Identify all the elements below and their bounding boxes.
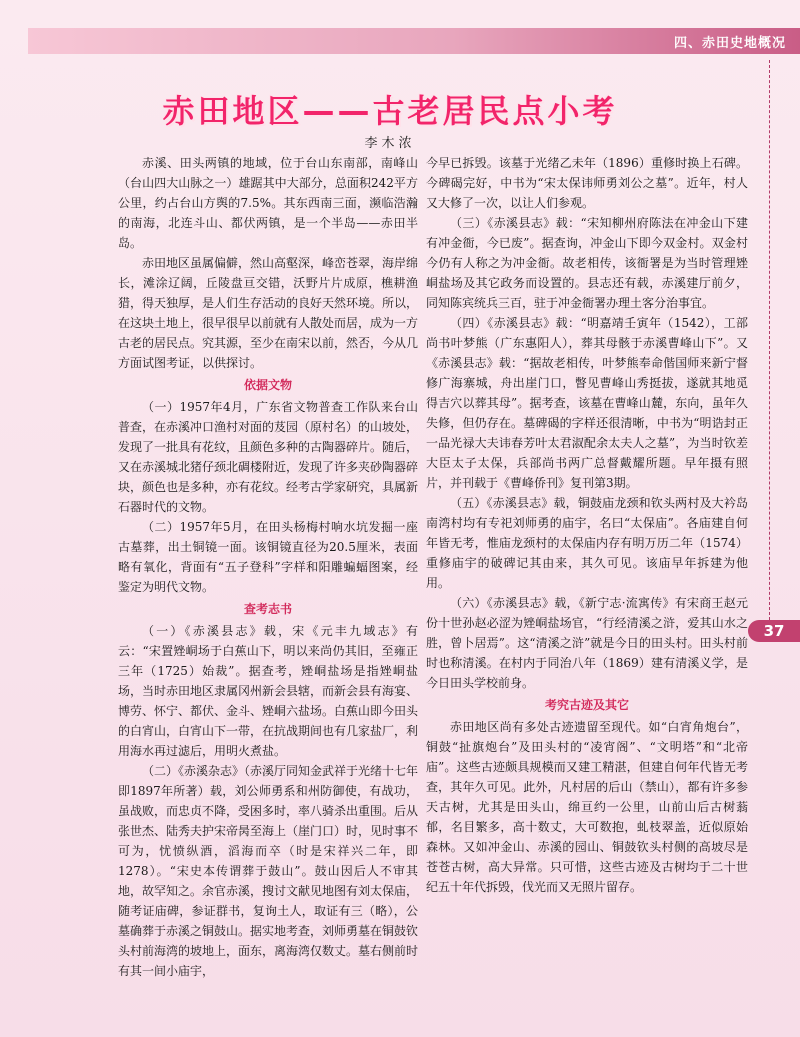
margin-dashed-line (769, 60, 770, 620)
section-heading: 查考志书 (243, 602, 292, 616)
article-author: 李木浓 (364, 136, 416, 151)
page-number: 37 (748, 620, 800, 642)
paragraph: 赤田地区尚有多处古迹遗留至现代。如“白宵角炮台”，铜鼓“扯旗炮台”及田头村的“凌宵阁”、“文明塔”和“北帝庙”。这些古迹颇具规模而又建工精湛，但建自何年代皆无考查，其年久可见。此外，凡村居的后山（禁山），都有许多参天古树，尤其是田头山，绵亘约一公里，山前山后古树蓊郁，名目繁多，高十数丈，大可数抱，虬枝翠盖，近似原始森林。又如冲金山、赤溪的园山、铜鼓钦头村侧的高坡尽是苍苍古树，高大异常。只可惜，这些古迹及古树均于二十世纪五十年代拆毁，伐光而又无照片留存。 (426, 720, 748, 894)
paragraph: （二）1957年5月，在田头杨梅村响水坑发掘一座古墓葬，出土铜镜一面。该铜镜直径为20.5厘米，表面略有氧化，背面有“五子登科”字样和阳雕蝙蝠图案，经鉴定为明代文物。 (118, 520, 418, 594)
paragraph: （五）《赤溪县志》载，铜鼓庙龙颈和钦头两村及大衿岛南湾村均有专祀刘师勇的庙宇，名曰“太保庙”。各庙建自何年皆无考，惟庙龙颈村的太保庙内存有明万历二年（1574）重修庙宇的破碑记其由来，其久可见。该庙早年拆建为他用。 (426, 496, 748, 590)
section-heading: 考究古迹及其它 (544, 698, 629, 712)
paragraph: （一）《赤溪县志》载，宋《元丰九域志》有云：“宋置矬峒场于白蕉山下，明以来尚仍其旧，至雍正三年（1725）始裁”。据查考，矬峒盐场是指矬峒盐场，当时赤田地区隶属冈州新会县辖，而新会县有海宴、博劳、怀宁、都伏、金斗、矬峒六盐场。白蕉山即今田头的白宵山，白宵山下一带，在抗战期间也有几家盐厂，利用海水再过滤后，用明火煮盐。 (118, 624, 419, 758)
article-title: 赤田地区——古老居民点小考 (162, 92, 618, 130)
paragraph: （二）《赤溪杂志》（赤溪厅同知金武祥于光绪十七年即1897年所著）载，刘公师勇系和州防御使，有战功，虽战败，而忠贞不降，受困多时，率八骑杀出重围。后从张世杰、陆秀夫护宋帝昺至海上（崖门口）时，见时事不可为，忧愤纵酒，滔海而卒（时是宋祥兴二年，即1278）。“宋史本传谓葬于鼓山”。鼓山因后人不审其地，故罕知之。余官赤溪，搜讨文献见地图有刘太保庙，随考证庙碑，参证群书，复询土人，取证有三（略），公墓确葬于赤溪之铜鼓山。据实地考查，刘师勇墓在铜鼓钦头村前海湾的坡地上，面东，离海湾仅数丈。墓右侧前时有其一间小庙宇， (118, 764, 419, 978)
paragraph: 赤溪、田头两镇的地域，位于台山东南部，南峰山（台山四大山脉之一）雄踞其中大部分，总面积242平方公里，约占台山方舆的7.5%。其东西南三面，濒临浩瀚的南海，北连斗山、都伏两镇，是一个半岛——赤田半岛。 (118, 156, 418, 250)
section-heading: 依据文物 (243, 378, 292, 392)
left-column (118, 153, 418, 981)
paragraph: （六）《赤溪县志》载，《新宁志·流寓传》有宋商王赵元份十世孙赵必涩为矬峒盐场官，“行经清溪之浒，爱其山水之胜，曾卜居焉”。这“清溪之浒”就是今日的田头村。田头村前时也称清溪。在村内于同治八年（1869）建有清溪义学，是今日田头学校前身。 (426, 596, 748, 690)
paragraph: 今早已拆毁。该墓于光绪乙未年（1896）重修时换上石碑。今碑碣完好，中书为“宋太保讳师勇刘公之墓”。近年，村人又大修了一次，以让人们参观。 (426, 156, 748, 210)
paragraph: （三）《赤溪县志》载：“宋知柳州府陈法在冲金山下建有冲金衙，今已废”。据查询，冲金山下即今双金村。双金村今仍有人称之为冲金衙。故老相传，该衙署是为当时管理矬峒盐场及其它政务而设置的。县志还有载，赤溪建厅前夕，同知陈宾统兵三百，驻于冲金衙署办理土客分治事宜。 (426, 216, 748, 310)
paragraph: （一）1957年4月，广东省文物普查工作队来台山普查，在赤溪冲口渔村对面的芨园（原村名）的山坡处，发现了一批具有花纹，且颜色多种的古陶器碎片。随后，又在赤溪城北猪仔颈北碉楼附近，发现了许多夹砂陶器碎块，颜色也是多种，亦有花纹。经考古学家研究，具属新石器时代的文物。 (118, 400, 419, 514)
paragraph: 赤田地区虽属偏僻，然山高壑深，峰峦苍翠，海岸绵长，滩涂辽阔，丘陵盘亘交错，沃野片片成原，樵耕渔猎，得天独厚，是人们生存活动的良好天然环境。所以，在这块土地上，很早很早以前就有人散处而居，成为一方古老的居民点。究其源，至少在南宋以前，然否，今从几方面试图考证，以供探讨。 (118, 256, 419, 370)
section-label: 四、赤田史地概况 (673, 36, 786, 51)
paragraph: （四）《赤溪县志》载：“明嘉靖壬寅年（1542），工部尚书叶梦熊（广东惠阳人），葬其母骸于赤溪曹峰山下”。又《赤溪县志》载：“据故老相传，叶梦熊奉命偕国师来新宁督修广海寨城，舟出崖门口，瞥见曹峰山秀挺拔，遂就其地觅得吉穴以葬其母”。据考查，该墓在曹峰山麓，东向，虽年久失修，但仍存在。墓碑碣的字样还很清晰，中书为“明诰封正一品光禄大夫讳春芳叶太君淑配余太夫人之墓”，为当时钦差大臣太子太保，兵部尚书两广总督戴耀所题。早年摄有照片，并刊载于《曹峰侨刊》复刊第3期。 (426, 316, 748, 490)
right-column (426, 153, 748, 897)
